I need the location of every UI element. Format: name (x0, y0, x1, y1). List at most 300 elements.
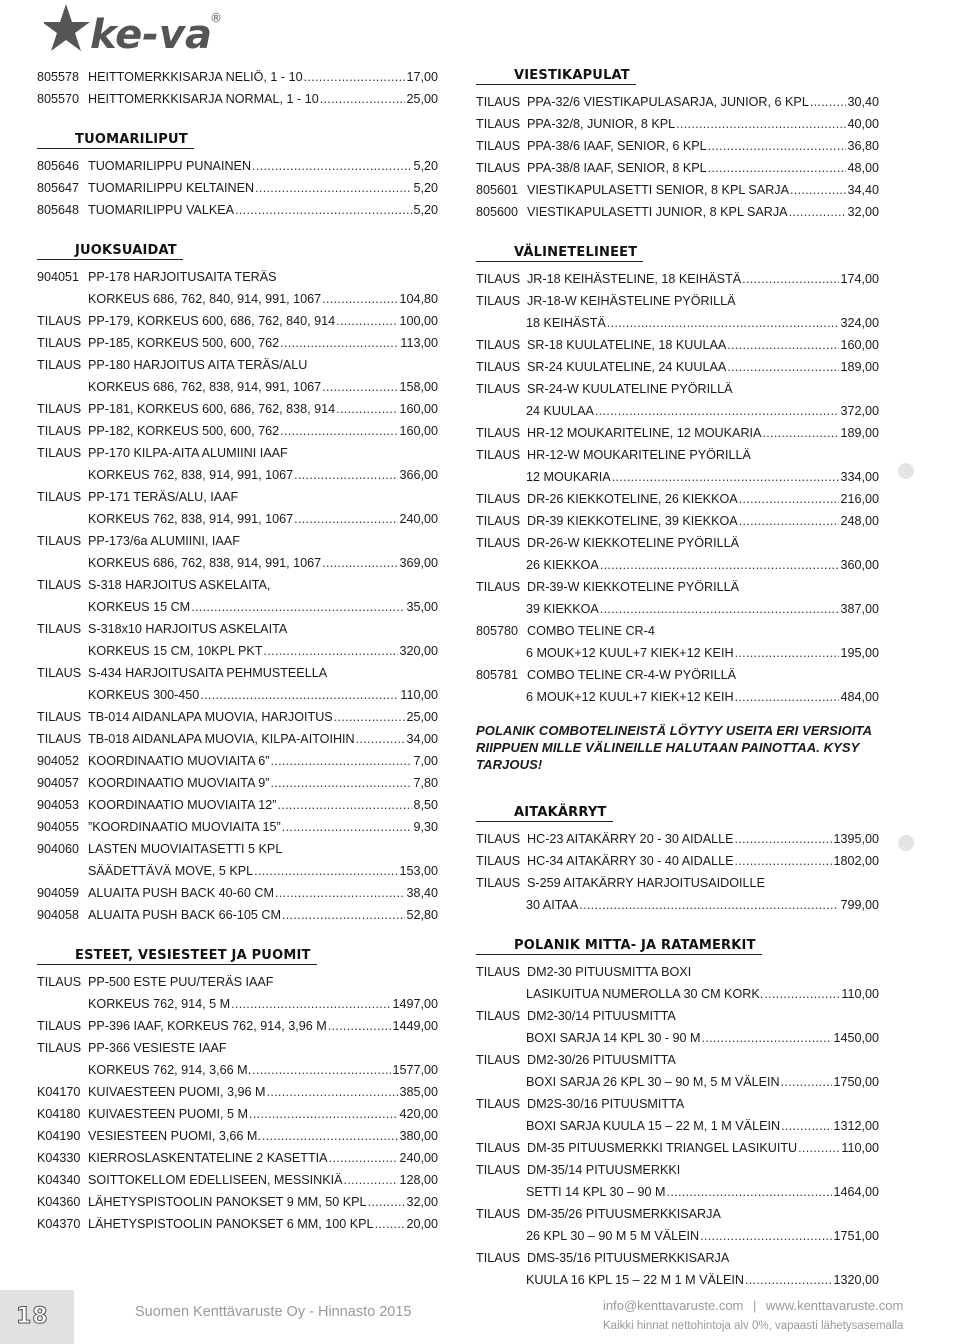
dot-leader (252, 1059, 391, 1081)
product-description: DM-35/26 PITUUSMERKKISARJA (527, 1207, 721, 1221)
product-description: LASTEN MUOVIAITASETTI 5 KPL (88, 842, 283, 856)
product-code: TILAUS (476, 1053, 521, 1067)
footer-note: Kaikki hinnat nettohintoja alv 0%, vapaasti lähetysasemalla (603, 1320, 904, 1332)
product-code: 904060 (37, 842, 80, 856)
dot-leader (612, 466, 840, 488)
dot-leader (579, 894, 839, 916)
product-price: 34,00 (406, 732, 438, 746)
price-line (476, 686, 879, 708)
price-line (476, 268, 879, 290)
left-column (37, 66, 438, 1255)
section (476, 243, 879, 708)
price-item (476, 1203, 879, 1247)
product-price: 174,00 (840, 272, 879, 286)
product-description: HEITTOMERKKISARJA NELIÖ, 1 - 10 (88, 70, 303, 84)
product-description: KUIVAESTEEN PUOMI, 3,96 M (88, 1085, 266, 1099)
price-item (476, 664, 879, 708)
product-description: ALUAITA PUSH BACK 40-60 CM (88, 886, 274, 900)
product-description: PP-396 IAAF, KORKEUS 762, 914, 3,96 M (88, 1019, 327, 1033)
price-item (37, 1213, 438, 1235)
footer-email[interactable]: info@kenttavaruste.com (603, 1298, 744, 1313)
product-price: 189,00 (840, 426, 879, 440)
dot-leader (264, 640, 399, 662)
product-description: 6 MOUK+12 KUUL+7 KIEK+12 KEIH (526, 646, 734, 660)
price-item (37, 750, 438, 772)
product-price: 153,00 (399, 864, 438, 878)
price-line (37, 1169, 438, 1191)
dot-leader (322, 552, 398, 574)
product-description: S-318x10 HARJOITUS ASKELAITA (88, 622, 288, 636)
product-price: 40,00 (847, 117, 879, 131)
product-description: KORKEUS 15 CM (88, 600, 191, 614)
price-item (476, 1137, 879, 1159)
product-description: KOORDINAATIO MUOVIAITA 6” (88, 754, 270, 768)
price-item (37, 794, 438, 816)
product-price: 1395,00 (833, 832, 879, 846)
product-description: LASIKUITUA NUMEROLLA 30 CM KORK. (526, 987, 764, 1001)
section-title: VÄLINETELINEET (476, 245, 643, 262)
product-price: 110,00 (400, 688, 438, 702)
product-price: 1449,00 (392, 1019, 438, 1033)
product-description: KORKEUS 686, 762, 840, 914, 991, 1067 (88, 292, 322, 306)
product-description: 26 KIEKKOA (526, 558, 599, 572)
price-line (37, 266, 438, 288)
dot-leader (667, 1181, 833, 1203)
price-line (476, 961, 879, 983)
price-item (37, 1015, 438, 1037)
price-line (37, 904, 438, 926)
product-description: DM2-30/26 PITUUSMITTA (527, 1053, 676, 1067)
section-title: TUOMARILIPUT (37, 132, 194, 149)
product-description: PP-178 HARJOITUSAITA TERÄS (88, 270, 277, 284)
product-price: 366,00 (399, 468, 438, 482)
product-description: PP-500 ESTE PUU/TERÄS IAAF (88, 975, 274, 989)
product-description: KUULA 16 KPL 15 – 22 M 1 M VÄLEIN (526, 1273, 744, 1287)
price-line (37, 464, 438, 486)
dot-leader (739, 510, 840, 532)
product-description: S-259 AITAKÄRRY HARJOITUSAIDOILLE (527, 876, 765, 890)
dot-leader (742, 268, 839, 290)
product-description: KUIVAESTEEN PUOMI, 5 M (88, 1107, 249, 1121)
price-line (476, 422, 879, 444)
product-code: 904055 (37, 820, 80, 834)
dot-leader (294, 508, 398, 530)
section (476, 936, 879, 1291)
product-description: BOXI SARJA 14 KPL 30 - 90 M (526, 1031, 701, 1045)
price-line (37, 530, 438, 552)
dot-leader (280, 420, 398, 442)
product-price: 1750,00 (833, 1075, 879, 1089)
product-price: 32,00 (406, 1195, 438, 1209)
product-price: 7,00 (413, 754, 438, 768)
price-item (476, 268, 879, 290)
price-line (37, 420, 438, 442)
product-code: TILAUS (37, 402, 82, 416)
product-price: 158,00 (399, 380, 438, 394)
product-description: DM-35/14 PITUUSMERKKI (527, 1163, 681, 1177)
price-item (37, 882, 438, 904)
product-description: PP-366 VESIESTE IAAF (88, 1041, 227, 1055)
product-description: PP-173/6a ALUMIINI, IAAF (88, 534, 240, 548)
product-description: HC-23 AITAKÄRRY 20 - 30 AIDALLE (527, 832, 734, 846)
product-description: PP-171 TERÄS/ALU, IAAF (88, 490, 239, 504)
product-price: 324,00 (840, 316, 879, 330)
dot-leader (727, 334, 839, 356)
price-line (37, 288, 438, 310)
product-code: 805780 (476, 624, 519, 638)
product-description: 26 KPL 30 – 90 M 5 M VÄLEIN (526, 1229, 700, 1243)
product-description: BOXI SARJA 26 KPL 30 – 90 M, 5 M VÄLEIN (526, 1075, 780, 1089)
product-code: TILAUS (476, 1163, 521, 1177)
price-line (476, 444, 879, 466)
product-code: TILAUS (476, 448, 521, 462)
product-code: K04370 (37, 1217, 81, 1231)
product-description: DMS-35/16 PITUUSMERKKISARJA (527, 1251, 730, 1265)
product-code: TILAUS (476, 360, 521, 374)
price-line (37, 1213, 438, 1235)
margin-dot (898, 463, 914, 479)
product-price: 113,00 (400, 336, 438, 350)
dot-leader (329, 1147, 399, 1169)
ke-va-logo-icon (44, 2, 244, 60)
product-code: 904052 (37, 754, 80, 768)
price-item (476, 290, 879, 334)
dot-leader (275, 882, 406, 904)
footer-separator: | (753, 1298, 757, 1313)
product-price: 110,00 (841, 987, 879, 1001)
product-price: 372,00 (840, 404, 879, 418)
product-description: SOITTOKELLOM EDELLISEEN, MESSINKIÄ (88, 1173, 343, 1187)
section (476, 803, 879, 916)
dot-leader (304, 66, 406, 88)
dot-leader (708, 135, 847, 157)
price-line (37, 1015, 438, 1037)
product-code: TILAUS (476, 117, 521, 131)
price-item (476, 620, 879, 664)
price-item (476, 201, 879, 223)
price-item (476, 334, 879, 356)
dot-leader (781, 1115, 832, 1137)
page-number: 18 (16, 1304, 49, 1329)
product-code: K04360 (37, 1195, 81, 1209)
product-code: TILAUS (37, 490, 82, 504)
product-code: TILAUS (37, 534, 82, 548)
price-line (37, 860, 438, 882)
product-code: TILAUS (476, 95, 521, 109)
price-item (37, 177, 438, 199)
price-item (37, 442, 438, 486)
dot-leader (810, 91, 847, 113)
price-line (37, 1191, 438, 1213)
product-description: 30 AITAA (526, 898, 579, 912)
brand-logo (44, 2, 244, 60)
price-line (37, 66, 438, 88)
price-item (37, 1103, 438, 1125)
product-description: HR-12 MOUKARITELINE, 12 MOUKARIA (527, 426, 762, 440)
product-price: 334,00 (840, 470, 879, 484)
price-line (37, 816, 438, 838)
section (37, 241, 438, 926)
product-code: TILAUS (37, 975, 82, 989)
price-line (476, 135, 879, 157)
price-line (476, 1049, 879, 1071)
dot-leader (700, 1225, 832, 1247)
price-line (476, 1203, 879, 1225)
product-price: 104,80 (399, 292, 438, 306)
product-code: 805578 (37, 70, 80, 84)
product-price: 5,20 (413, 203, 438, 217)
price-line (476, 850, 879, 872)
price-item (476, 1093, 879, 1137)
dot-leader (789, 201, 847, 223)
dot-leader (235, 199, 412, 221)
product-description: JR-18-W KEIHÄSTELINE PYÖRILLÄ (527, 294, 736, 308)
product-price: 1450,00 (833, 1031, 879, 1045)
product-price: 1577,00 (392, 1063, 438, 1077)
product-description: SR-24-W KUULATELINE PYÖRILLÄ (527, 382, 733, 396)
price-line (37, 310, 438, 332)
product-description: PP-185, KORKEUS 500, 600, 762 (88, 336, 280, 350)
page-footer (0, 1290, 960, 1344)
dot-leader (277, 794, 412, 816)
product-price: 380,00 (399, 1129, 438, 1143)
product-description: KOORDINAATIO MUOVIAITA 12” (88, 798, 277, 812)
product-code: 904057 (37, 776, 80, 790)
price-item (476, 1005, 879, 1049)
product-price: 799,00 (840, 898, 879, 912)
product-description: KORKEUS 762, 914, 3,66 M. (88, 1063, 252, 1077)
product-price: 160,00 (840, 338, 879, 352)
section (37, 130, 438, 221)
price-item (37, 530, 438, 574)
dot-leader (320, 88, 406, 110)
section-title: VIESTIKAPULAT (476, 68, 636, 85)
product-description: HEITTOMERKKISARJA NORMAL, 1 - 10 (88, 92, 319, 106)
price-line (37, 574, 438, 596)
product-code: TILAUS (476, 139, 521, 153)
product-description: SR-18 KUULATELINE, 18 KUULAA (527, 338, 727, 352)
section (476, 66, 879, 223)
dot-leader (267, 1081, 399, 1103)
price-line (37, 552, 438, 574)
dot-leader (676, 113, 846, 135)
price-line (476, 378, 879, 400)
product-description: HR-12-W MOUKARITELINE PYÖRILLÄ (527, 448, 751, 462)
product-code: 805781 (476, 668, 519, 682)
price-line (476, 1269, 879, 1291)
product-code: TILAUS (476, 514, 521, 528)
product-code: TILAUS (37, 732, 82, 746)
dot-leader (231, 993, 391, 1015)
price-line (476, 872, 879, 894)
page-number-box (0, 1290, 74, 1344)
price-item (476, 113, 879, 135)
product-price: 32,00 (847, 205, 879, 219)
price-item (37, 155, 438, 177)
dot-leader (735, 850, 833, 872)
dot-leader (781, 1071, 833, 1093)
product-description: DM2S-30/16 PITUUSMITTA (527, 1097, 685, 1111)
product-description: KORKEUS 762, 838, 914, 991, 1067 (88, 468, 294, 482)
price-item (37, 706, 438, 728)
section-title: AITAKÄRRYT (476, 805, 613, 822)
product-code: TILAUS (476, 1251, 521, 1265)
dot-leader (282, 816, 413, 838)
price-line (37, 1147, 438, 1169)
price-item (37, 772, 438, 794)
price-line (37, 376, 438, 398)
product-price: 216,00 (840, 492, 879, 506)
dot-leader (607, 312, 840, 334)
product-description: 12 MOUKARIA (526, 470, 611, 484)
product-code: 805600 (476, 205, 519, 219)
product-price: 320,00 (399, 644, 438, 658)
product-description: BOXI SARJA KUULA 15 – 22 M, 1 M VÄLEIN (526, 1119, 781, 1133)
product-description: LÄHETYSPISTOOLIN PANOKSET 6 MM, 100 KPL (88, 1217, 374, 1231)
price-item (37, 1191, 438, 1213)
price-item (476, 1159, 879, 1203)
product-code: 904058 (37, 908, 80, 922)
product-description: PP-170 KILPA-AITA ALUMIINI IAAF (88, 446, 288, 460)
price-line (37, 88, 438, 110)
product-description: SR-24 KUULATELINE, 24 KUULAA (527, 360, 727, 374)
price-line (37, 1081, 438, 1103)
dot-leader (375, 1213, 406, 1235)
price-line (37, 882, 438, 904)
product-description: KORKEUS 686, 762, 838, 914, 991, 1067 (88, 380, 322, 394)
price-line (476, 642, 879, 664)
product-description: DM2-30 PITUUSMITTA BOXI (527, 965, 692, 979)
brand-name: ke-va (90, 12, 212, 58)
price-line (37, 155, 438, 177)
product-price: 7,80 (413, 776, 438, 790)
product-description: SÄÄDETTÄVÄ MOVE, 5 KPL (88, 864, 254, 878)
price-line (476, 620, 879, 642)
product-description: DR-26 KIEKKOTELINE, 26 KIEKKOA (527, 492, 738, 506)
product-price: 385,00 (399, 1085, 438, 1099)
product-description: TB-018 AIDANLAPA MUOVIA, KILPA-AITOIHIN (88, 732, 355, 746)
product-code: TILAUS (476, 965, 521, 979)
product-code: TILAUS (476, 382, 521, 396)
price-item (476, 576, 879, 620)
product-code: TILAUS (476, 832, 521, 846)
price-item (37, 199, 438, 221)
product-description: PPA-38/8 IAAF, SENIOR, 8 KPL (527, 161, 707, 175)
price-item (476, 1049, 879, 1093)
dot-leader (270, 772, 412, 794)
price-line (476, 290, 879, 312)
price-line (476, 201, 879, 223)
dot-leader (764, 983, 840, 1005)
product-description: LÄHETYSPISTOOLIN PANOKSET 9 MM, 50 KPL (88, 1195, 367, 1209)
price-item (476, 179, 879, 201)
dot-leader (336, 310, 398, 332)
dot-leader (600, 598, 840, 620)
product-code: TILAUS (476, 536, 521, 550)
price-item (37, 618, 438, 662)
price-line (37, 442, 438, 464)
dot-leader (200, 684, 399, 706)
section-title: POLANIK MITTA- JA RATAMERKIT (476, 938, 762, 955)
price-line (476, 1181, 879, 1203)
product-price: 1464,00 (833, 1185, 879, 1199)
price-line (37, 662, 438, 684)
product-description: TB-014 AIDANLAPA MUOVIA, HARJOITUS (88, 710, 333, 724)
dot-leader (745, 1269, 833, 1291)
footer-website[interactable]: www.kenttavaruste.com (766, 1298, 904, 1313)
price-line (37, 596, 438, 618)
product-price: 387,00 (840, 602, 879, 616)
dot-leader (790, 179, 847, 201)
dot-leader (708, 157, 847, 179)
price-item (476, 828, 879, 850)
product-code: TILAUS (476, 272, 521, 286)
price-line (476, 664, 879, 686)
price-item (476, 378, 879, 422)
product-description: KORKEUS 762, 838, 914, 991, 1067 (88, 512, 294, 526)
product-description: S-318 HARJOITUS ASKELAITA, (88, 578, 271, 592)
product-description: COMBO TELINE CR-4 (527, 624, 655, 638)
product-description: KORKEUS 300-450 (88, 688, 200, 702)
price-line (37, 398, 438, 420)
dot-leader (368, 1191, 406, 1213)
dot-leader (334, 706, 406, 728)
product-description: ALUAITA PUSH BACK 66-105 CM (88, 908, 281, 922)
product-price: 30,40 (847, 95, 879, 109)
dot-leader (798, 1137, 840, 1159)
product-price: 9,30 (413, 820, 438, 834)
product-price: 369,00 (399, 556, 438, 570)
product-description: PP-180 HARJOITUS AITA TERÄS/ALU (88, 358, 308, 372)
price-item (37, 486, 438, 530)
product-price: 36,80 (847, 139, 879, 153)
dot-leader (262, 1125, 399, 1147)
product-description: VESIESTEEN PUOMI, 3,66 M. (88, 1129, 261, 1143)
price-line (476, 334, 879, 356)
product-price: 484,00 (840, 690, 879, 704)
price-item (476, 488, 879, 510)
product-code: TILAUS (476, 426, 521, 440)
section-title: JUOKSUAIDAT (37, 243, 183, 260)
product-code: TILAUS (37, 578, 82, 592)
product-description: DR-39-W KIEKKOTELINE PYÖRILLÄ (527, 580, 740, 594)
product-price: 110,00 (841, 1141, 879, 1155)
price-line (476, 157, 879, 179)
price-item (37, 728, 438, 750)
price-line (476, 510, 879, 532)
dot-leader (735, 686, 840, 708)
price-line (37, 750, 438, 772)
product-price: 25,00 (406, 710, 438, 724)
price-item (476, 850, 879, 872)
price-line (476, 356, 879, 378)
product-code: TILAUS (476, 1141, 521, 1155)
product-code: K04330 (37, 1151, 81, 1165)
offer-note: POLANIK COMBOTELINEISTÄ LÖYTYY USEITA ERI VERSIOITA RIIPPUEN MILLE VÄLINEILLE HALUTAAN PAINOTTAA. KYSY TARJOUS! (476, 723, 872, 772)
price-line (476, 91, 879, 113)
product-price: 20,00 (406, 1217, 438, 1231)
product-description: 24 KUULAA (526, 404, 594, 418)
dot-leader (702, 1027, 833, 1049)
product-description: TUOMARILIPPU PUNAINEN (88, 159, 252, 173)
price-item (37, 398, 438, 420)
product-price: 240,00 (399, 512, 438, 526)
price-item (37, 971, 438, 1015)
product-price: 189,00 (840, 360, 879, 374)
price-line (476, 554, 879, 576)
product-price: 25,00 (406, 92, 438, 106)
product-description: TUOMARILIPPU KELTAINEN (88, 181, 255, 195)
